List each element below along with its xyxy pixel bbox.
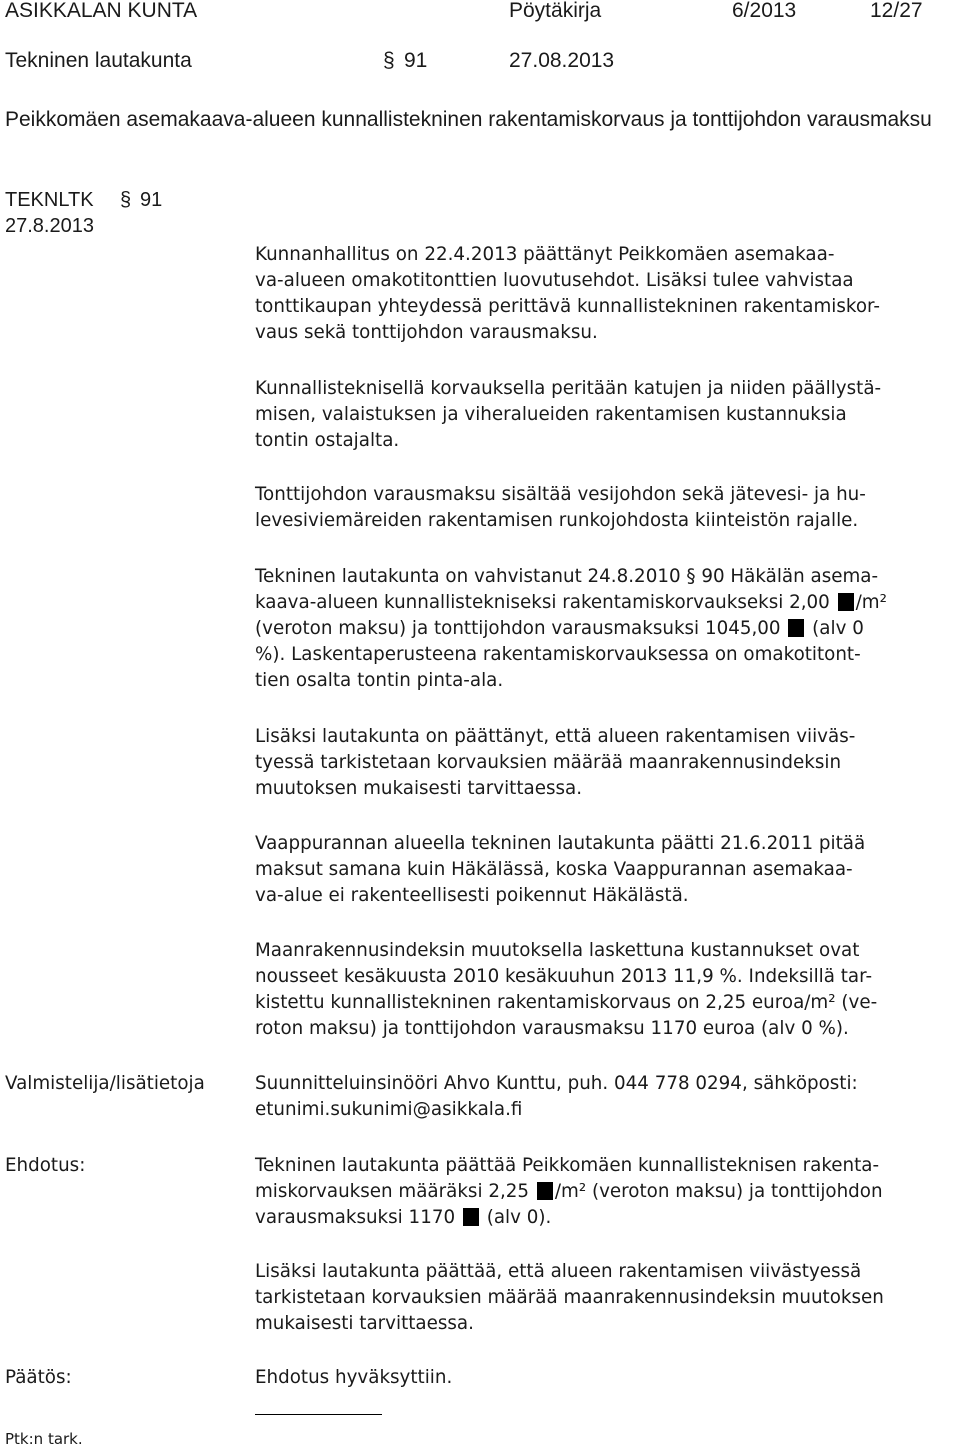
euro-icon [838,593,854,611]
text-line: mukaisesti tarvittaessa. [255,1313,474,1334]
text-run: (alv 0). [480,1207,552,1228]
text-line: va-alueen omakotitonttien luovutusehdot. Lisäksi tulee vahvistaa [255,270,854,291]
text-run: 90 Häkälän asema- [695,566,879,587]
section-mark: § [383,49,395,72]
section-mark: § [686,566,696,587]
text-line: muutoksen mukaisesti tarvittaessa. [255,778,583,799]
text-run: Tekninen lautakunta on vahvistanut 24.8.2010 [255,566,687,587]
section-ref-board: TEKNLTK [5,189,94,211]
paragraph-intro [255,242,955,346]
text-line: %). Laskentaperusteena rakentamiskorvauksessa on omakotitont- [255,644,861,665]
decision-text [255,1365,955,1391]
text-line: tontin ostajalta. [255,430,400,451]
text-run: (alv 0 [806,618,864,639]
text-line: roton maksu) ja tonttijohdon varausmaksu 1170 euroa (alv 0 %). [255,1018,849,1039]
text-line: kistettu kunnallistekninen rakentamiskorvaus on 2,25 euroa/m² (ve- [255,992,878,1013]
euro-icon [788,619,804,637]
text-line: Tekninen lautakunta päättää Peikkomäen kunnallisteknisen rakenta- [255,1155,880,1176]
section-ref-number: 91 [140,189,163,211]
text-line: Lisäksi lautakunta päättää, että alueen rakentamisen viivästyessä [255,1261,862,1282]
text-run: miskorvauksen määräksi 2,25 [255,1181,535,1202]
text-line: levesiviemäreiden rakentamisen runkojohdosta kiinteistön rajalle. [255,510,859,531]
text-line: tarkistetaan korvauksien määrää maanrakennusindeksin muutoksen [255,1287,884,1308]
paragraph-reservation-fee [255,482,955,534]
section-ref-mark: § [120,189,132,211]
text-line: Lisäksi lautakunta on päättänyt, että alueen rakentamisen viiväs- [255,726,856,747]
proposal-text-2 [255,1259,955,1337]
paragraph-index-adjustment [255,724,955,802]
text-line [255,1179,955,1205]
signature-line [255,1414,382,1415]
preparer-label: Valmistelija/lisätietoja [5,1073,205,1094]
paragraph-vaappuranta [255,831,955,909]
text-line: Kunnallisteknisellä korvauksella peritään katujen ja niiden päällystä- [255,378,882,399]
email-text: etunimi.sukunimi@asikkala.fi [255,1099,523,1120]
board-name: Tekninen lautakunta [5,49,192,72]
page-title: Peikkomäen asemakaava-alueen kunnallistekninen rakentamiskorvaus ja tonttijohdon varausmaksu [5,108,932,131]
text-line: Kunnanhallitus on 22.4.2013 päättänyt Peikkomäen asemakaa- [255,244,835,265]
text-line [255,1205,955,1231]
page-number: 12/27 [870,0,923,22]
paragraph-hakala-decision [255,564,955,694]
doc-number: 6/2013 [732,0,797,22]
text-line: tonttikaupan yhteydessä perittävä kunnallistekninen rakentamiskor- [255,296,880,317]
euro-icon [537,1182,553,1200]
meeting-date: 27.08.2013 [509,49,615,72]
preparer-info [255,1071,955,1123]
text-line [255,616,955,642]
text-line: tien osalta tontin pinta-ala. [255,670,504,691]
text-run: kaava-alueen kunnallistekniseksi rakentamiskorvaukseksi 2,00 [255,592,836,613]
proposal-text [255,1153,955,1231]
text-line: maksut samana kuin Häkälässä, koska Vaappurannan asemakaa- [255,859,853,880]
text-line: Suunnitteluinsinööri Ahvo Kunttu, puh. 044 778 0294, sähköposti: [255,1073,858,1094]
text-line: tyessä tarkistetaan korvauksien määrää maanrakennusindeksin [255,752,842,773]
section-number: 91 [404,49,428,72]
municipality-name: ASIKKALAN KUNTA [5,0,198,22]
text-line: vaus sekä tonttijohdon varausmaksu. [255,322,598,343]
text-run: /m² (veroton maksu) ja tonttijohdon [554,1181,883,1202]
paragraph-cost-increase [255,938,955,1042]
text-line: misen, valaistuksen ja viheralueiden rakentamisen kustannuksia [255,404,847,425]
decision-label: Päätös: [5,1367,72,1388]
section-ref-date: 27.8.2013 [5,215,94,237]
footer-text: Ptk:n tark. [5,1430,83,1448]
doc-type: Pöytäkirja [509,0,602,22]
text-run: (veroton maksu) ja tonttijohdon varausmaksuksi 1045,00 [255,618,787,639]
proposal-label: Ehdotus: [5,1155,86,1176]
text-line: va-alue ei rakenteellisesti poikennut Häkälästä. [255,885,689,906]
text-line: Tonttijohdon varausmaksu sisältää vesijohdon sekä jätevesi- ja hu- [255,484,866,505]
text-run: varausmaksuksi 1170 [255,1207,461,1228]
paragraph-compensation [255,376,955,454]
text-line: nousseet kesäkuusta 2010 kesäkuuhun 2013 11,9 %. Indeksillä tar- [255,966,873,987]
text-line [255,564,955,590]
text-line: Ehdotus hyväksyttiin. [255,1367,453,1388]
text-line: Maanrakennusindeksin muutoksella laskettuna kustannukset ovat [255,940,860,961]
text-line [255,590,955,616]
text-run: /m² [855,592,887,613]
euro-icon [463,1208,479,1226]
text-line: Vaappurannan alueella tekninen lautakunta päätti 21.6.2011 pitää [255,833,866,854]
